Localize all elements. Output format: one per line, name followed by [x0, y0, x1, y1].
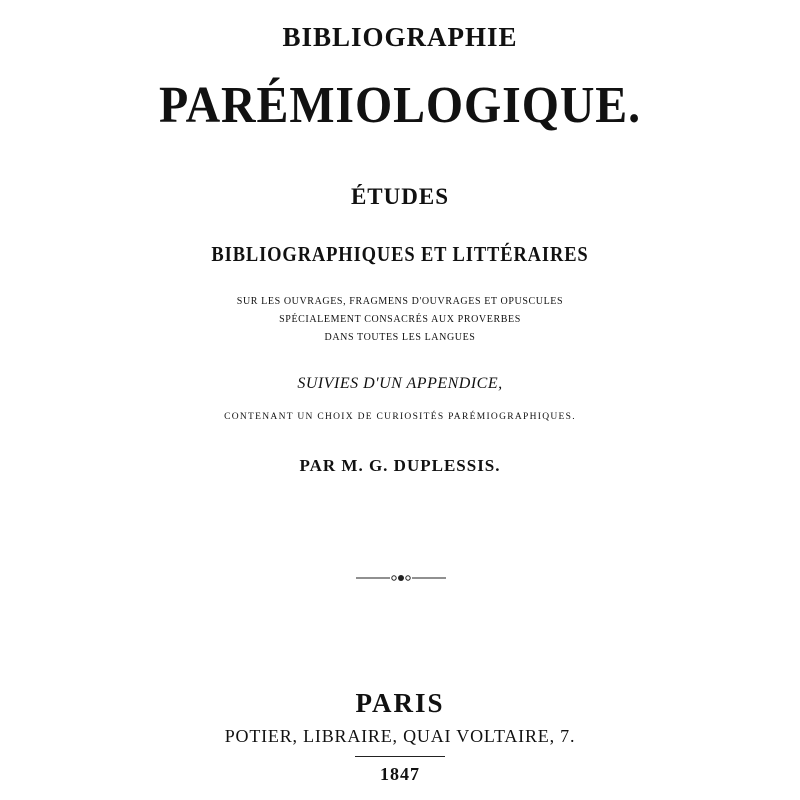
city-line: PARIS [355, 688, 445, 718]
description-line-3: DANS TOUTES LES LANGUES [324, 332, 476, 343]
appendix-contents-line: CONTENANT UN CHOIX DE CURIOSITÉS PARÉMIOGRAPHIQUES. [224, 412, 576, 422]
year-rule [355, 756, 445, 757]
title-line-bibliographie: BIBLIOGRAPHIE [282, 22, 518, 52]
subtitle-etudes: ÉTUDES [350, 184, 450, 209]
year-line: 1847 [380, 764, 420, 784]
author-line: PAR M. G. DUPLESSIS. [299, 456, 501, 475]
title-line-paremiologique: PARÉMIOLOGIQUE. [158, 77, 642, 134]
ornament-divider [356, 570, 446, 586]
subtitle-bibliographiques: BIBLIOGRAPHIQUES ET LITTÉRAIRES [211, 242, 589, 266]
description-line-1: SUR LES OUVRAGES, FRAGMENS D'OUVRAGES ET OPUSCULES [236, 296, 564, 307]
publisher-line: POTIER, LIBRAIRE, QUAI VOLTAIRE, 7. [224, 726, 576, 746]
description-line-2: SPÉCIALEMENT CONSACRÉS AUX PROVERBES [279, 314, 521, 325]
appendix-line: SUIVIES D'UN APPENDICE, [297, 375, 503, 392]
